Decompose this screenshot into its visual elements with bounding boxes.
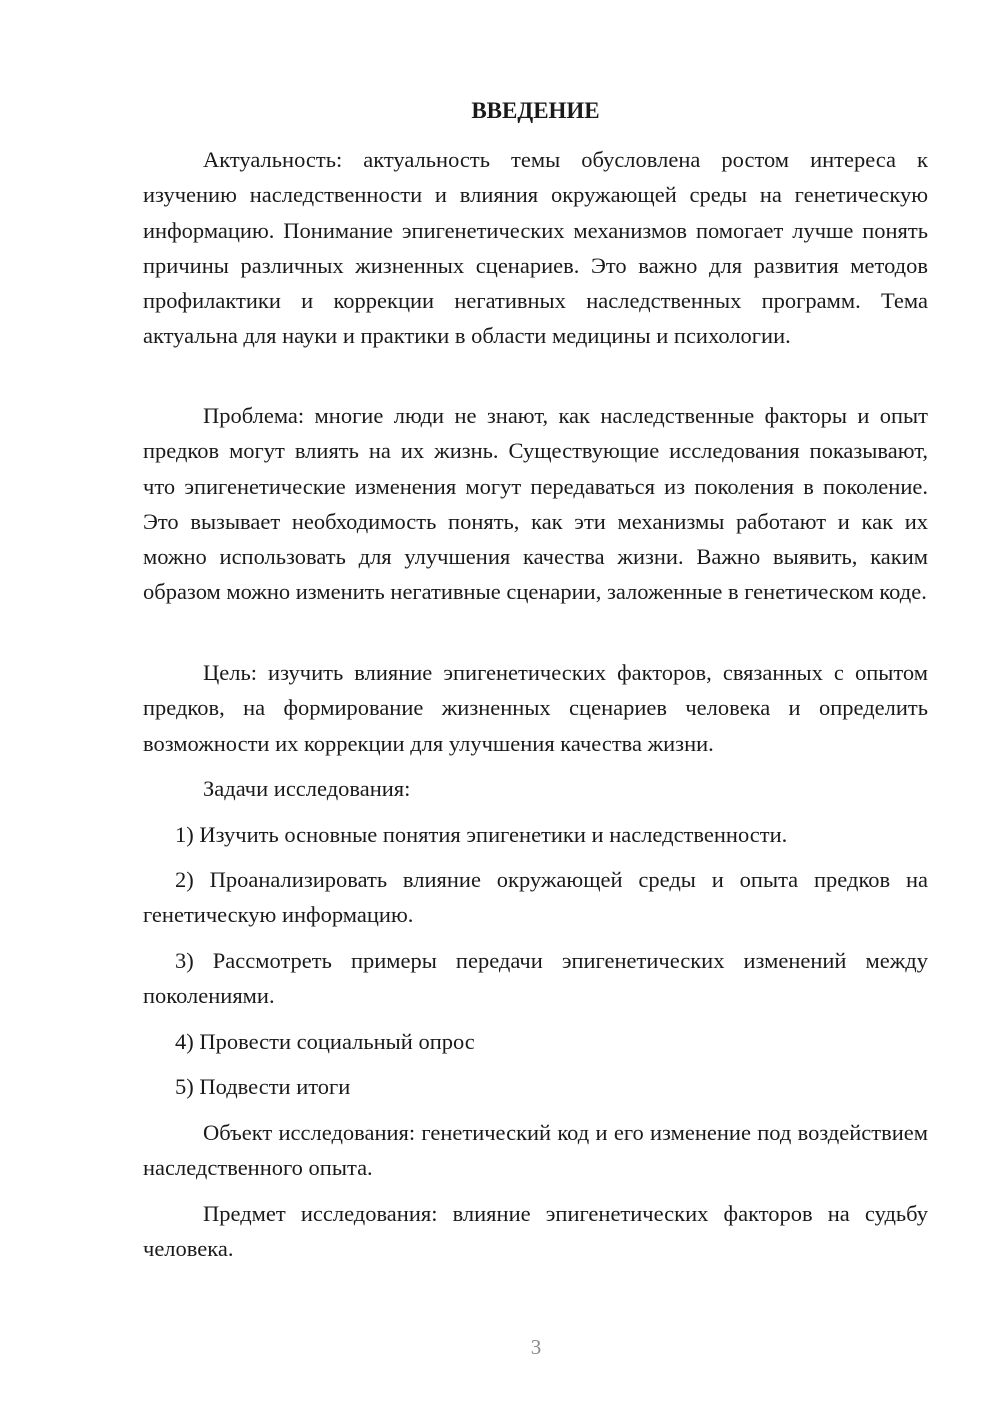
task-item-2: 2) Проанализировать влияние окружающей среды и опыта предков на генетическую информацию. xyxy=(143,867,928,928)
subject-paragraph: Предмет исследования: влияние эпигенетических факторов на судьбу человека. xyxy=(143,1201,928,1262)
problem-paragraph: Проблема: многие люди не знают, как наследственные факторы и опыт предков могут влиять на их жизнь. Существующие исследования показывают, что эпигенетические изменения могут передаваться из поколения в поколение. Это вызывает необходимость понять, как эти механизмы работают и как их можно использовать для улучшения качества жизни. Важно выявить, каким образом можно изменить негативные сценарии, заложенные в генетическом коде. xyxy=(143,403,928,605)
task-item-3: 3) Рассмотреть примеры передачи эпигенетических изменений между поколениями. xyxy=(143,948,928,1009)
section-heading: ВВЕДЕНИЕ xyxy=(471,98,600,123)
page-number: 3 xyxy=(530,1335,542,1359)
task-item-4: 4) Провести социальный опрос xyxy=(175,1029,475,1054)
task-item-5: 5) Подвести итоги xyxy=(175,1074,351,1099)
object-paragraph: Объект исследования: генетический код и его изменение под воздействием наследственного опыта. xyxy=(143,1120,928,1181)
task-item-1: 1) Изучить основные понятия эпигенетики и наследственности. xyxy=(175,822,788,847)
tasks-title: Задачи исследования: xyxy=(203,776,411,801)
goal-paragraph: Цель: изучить влияние эпигенетических факторов, связанных с опытом предков, на формирование жизненных сценариев человека и определить возможности их коррекции для улучшения качества жизни. xyxy=(143,660,928,756)
relevance-paragraph: Актуальность: актуальность темы обусловлена ростом интереса к изучению наследственности и влияния окружающей среды на генетическую информацию. Понимание эпигенетических механизмов помогает лучше понять причины различных жизненных сценариев. Это важно для развития методов профилактики и коррекции негативных наследственных программ. Тема актуальна для науки и практики в области медицины и психологии. xyxy=(143,147,928,349)
